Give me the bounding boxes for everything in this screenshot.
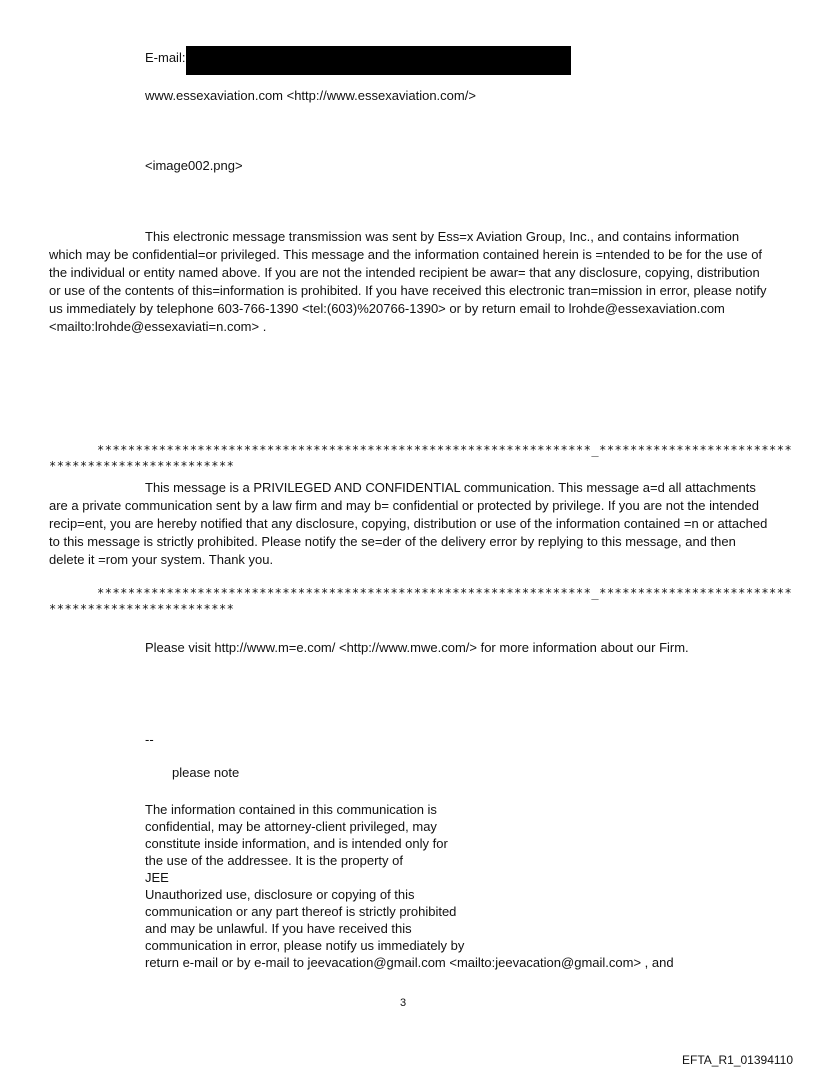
jee-notice-line: communication in error, please notify us immediately by — [145, 938, 465, 953]
jee-notice-line: The information contained in this communication is — [145, 802, 437, 817]
privileged-notice-text: This message is a PRIVILEGED AND CONFIDENTIAL communication. This message a=d all attachments are a private communication sent by a law firm and may b= confidential or protected by privilege. If you are not the intended recip=ent, you are hereby notified that any disclosure, copying, distribution or use of the information contained =n or attached to this message is strictly prohibited. Please notify the se=der of the delivery error by replying to this message, and then delete it =rom your system. Thank you. — [49, 480, 768, 567]
redaction-bar — [186, 46, 571, 75]
separator-line-1: ****************************************************************_************************* — [97, 443, 793, 457]
separator-line-3: ****************************************************************_************************* — [97, 586, 793, 600]
jee-notice-line: the use of the addressee. It is the property of — [145, 853, 403, 868]
jee-notice-line: communication or any part thereof is strictly prohibited — [145, 904, 457, 919]
jee-notice-line: and may be unlawful. If you have received this — [145, 921, 412, 936]
document-id: EFTA_R1_01394110 — [682, 1053, 793, 1067]
please-note-heading: please note — [172, 765, 240, 780]
jee-notice-line: Unauthorized use, disclosure or copying of this — [145, 887, 415, 902]
firm-visit-line[interactable]: Please visit http://www.m=e.com/ <http://www.mwe.com/> for more information about our Firm. — [145, 640, 689, 655]
essex-disclaimer — [49, 228, 773, 336]
website-line[interactable]: www.essexaviation.com <http://www.essexaviation.com/> — [145, 88, 476, 103]
jee-notice — [145, 801, 745, 971]
separator-line-2: ************************ — [49, 459, 235, 473]
email-label: E-mail: — [145, 50, 186, 65]
signature-dash: -- — [145, 732, 154, 747]
essex-disclaimer-text: This electronic message transmission was sent by Ess=x Aviation Group, Inc., and contains information which may be confidential=or privileged. This message and the information contained herein is =ntended to be for the use of the individual or entity named above. If you are not the intended recipient be awar= that any disclosure, copying, distribution or use of the contents of this=information is prohibited. If you have received this electronic tran=mission in error, please notify us immediately by telephone 603-766-1390 <tel:(603)%20766-1390> or by return email to lrohde@essexaviation.com <mailto:lrohde@essexaviati=n.com> . — [49, 229, 767, 334]
jee-notice-line[interactable]: return e-mail or by e-mail to jeevacation@gmail.com <mailto:jeevacation@gmail.com> , and — [145, 955, 674, 970]
jee-notice-line: JEE — [145, 870, 169, 885]
privileged-notice — [49, 479, 773, 569]
separator-line-4: ************************ — [49, 602, 235, 616]
jee-notice-line: constitute inside information, and is intended only for — [145, 836, 448, 851]
image-placeholder: <image002.png> — [145, 158, 243, 173]
page-number: 3 — [400, 997, 407, 1009]
jee-notice-line: confidential, may be attorney-client privileged, may — [145, 819, 437, 834]
